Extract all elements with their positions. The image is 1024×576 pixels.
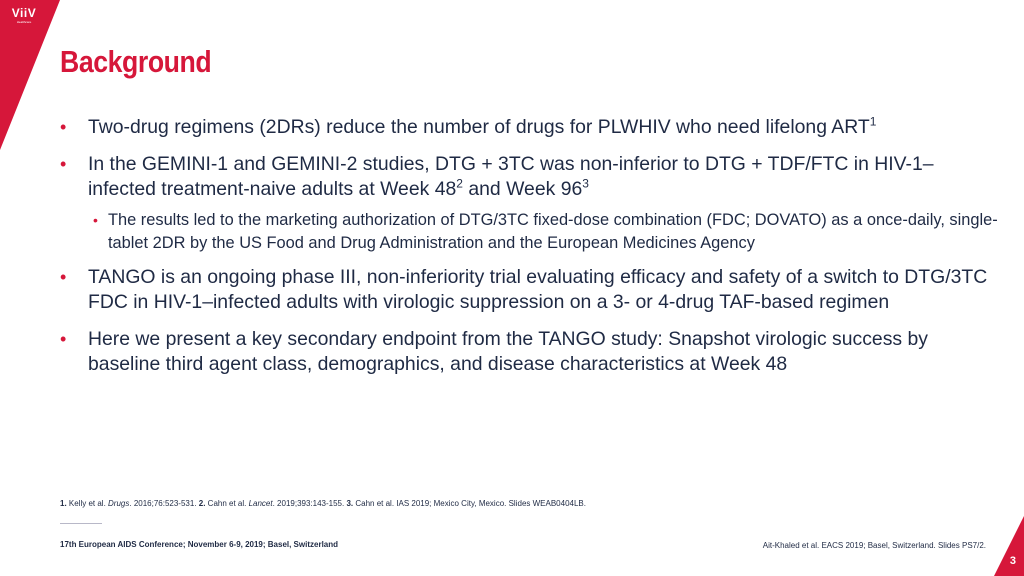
citation-superscript: 3 — [582, 176, 589, 191]
bullet-text: and Week 96 — [462, 178, 583, 200]
sub-bullet-text: The results led to the marketing authorization of DTG/3TC fixed-dose combination (FDC; DOVATO) as a once-daily, single-tablet 2DR by the US Food and Drug Administration and the European Medicines Agency — [108, 211, 998, 252]
bullet-text: Two-drug regimens (2DRs) reduce the number of drugs for PLWHIV who need lifelong ART — [88, 116, 870, 138]
bullet-item — [58, 152, 998, 202]
ref-number: 2. — [198, 499, 206, 508]
sub-bullet-item — [58, 209, 998, 255]
bullet-item — [58, 327, 998, 377]
ref-text: Kelly et al. — [66, 499, 109, 508]
citation-superscript: 1 — [869, 114, 877, 129]
bullet-text: Here we present a key secondary endpoint from the TANGO study: Snapshot virologic success by baseline third agent class, demographics, and disease characteristics at Week 48 — [88, 328, 928, 375]
citation-footer: Ait-Khaled et al. EACS 2019; Basel, Switzerland. Slides PS7/2. — [762, 541, 986, 550]
ref-text: Cahn et al. IAS 2019; Mexico City, Mexico. Slides WEAB0404LB. — [353, 499, 586, 508]
ref-text: Cahn et al. — [205, 499, 249, 508]
conference-footer: 17th European AIDS Conference; November 6-9, 2019; Basel, Switzerland — [60, 540, 339, 549]
bullet-text: TANGO is an ongoing phase III, non-inferiority trial evaluating efficacy and safety of a switch to DTG/3TC FDC in HIV-1–infected adults with virologic suppression on a 3- or 4-drug TAF-based regimen — [88, 266, 988, 313]
citation-superscript: 2 — [456, 176, 463, 191]
bullet-dot-icon: • — [60, 117, 67, 137]
bullet-text: In the GEMINI-1 and GEMINI-2 studies, DTG + 3TC was non-inferior to DTG + TDF/FTC in HIV-1–infected treatment-naive adults at Week 48 — [88, 153, 934, 200]
bullet-dot-icon: • — [60, 154, 67, 174]
ref-number: 1. — [60, 499, 67, 508]
viiv-logo — [7, 6, 41, 24]
logo-mark: ViiV — [11, 6, 37, 20]
bullet-dot-icon: • — [60, 267, 67, 287]
bullet-list — [58, 115, 998, 389]
page-number: 3 — [1009, 555, 1016, 567]
ref-text: . 2019;393:143-155. — [272, 499, 347, 508]
page-title: Background — [60, 44, 212, 79]
logo-subtitle: Healthcare — [16, 20, 32, 24]
ref-journal: Drugs — [108, 499, 130, 508]
references — [60, 499, 586, 508]
footer-divider — [60, 523, 102, 524]
ref-number: 3. — [346, 499, 354, 508]
bullet-dot-icon: • — [60, 329, 67, 349]
bullet-dot-icon: • — [93, 212, 98, 228]
bullet-item — [58, 115, 998, 140]
page-number-badge — [994, 516, 1024, 576]
ref-journal: Lancet — [248, 499, 273, 508]
bullet-item — [58, 265, 998, 315]
ref-text: . 2016;76:523-531. — [129, 499, 199, 508]
